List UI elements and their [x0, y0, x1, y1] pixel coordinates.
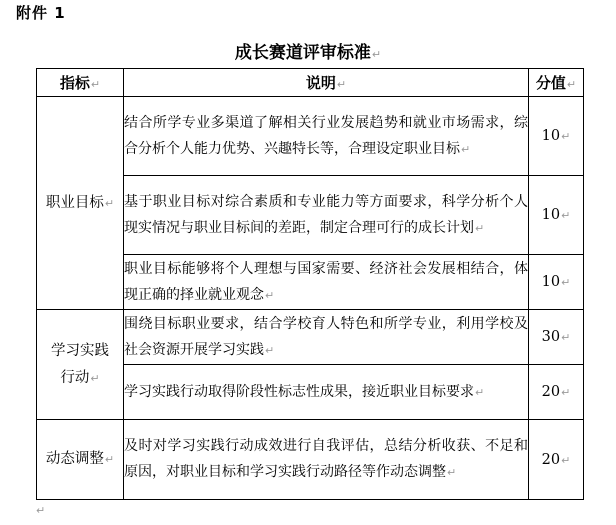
paragraph-mark-icon: ↵	[561, 130, 571, 143]
paragraph-mark-icon: ↵	[447, 466, 457, 479]
score-cell: 10↵	[529, 176, 584, 255]
paragraph-mark-icon: ↵	[90, 78, 101, 91]
paragraph-mark-icon: ↵	[561, 386, 571, 399]
paragraph-mark-icon: ↵	[561, 209, 571, 222]
score-cell: 20↵	[529, 420, 584, 500]
indicator-learning-practice: 学习实践 行动↵	[37, 310, 124, 420]
paragraph-mark-icon: ↵	[561, 276, 571, 289]
score-cell: 30↵	[529, 310, 584, 365]
paragraph-mark-icon: ↵	[265, 343, 275, 357]
paragraph-mark-icon: ↵	[475, 385, 485, 399]
paragraph-mark-icon: ↵	[561, 331, 571, 344]
paragraph-mark-icon: ↵	[566, 78, 577, 91]
criteria-table	[36, 68, 584, 500]
table-row	[37, 310, 584, 365]
score-cell: 10↵	[529, 97, 584, 176]
paragraph-mark-icon: ↵	[336, 78, 347, 91]
indicator-dynamic-adjustment: 动态调整↵	[37, 420, 124, 500]
header-description: 说明↵	[124, 69, 529, 97]
header-indicator: 指标↵	[37, 69, 124, 97]
description-cell: 基于职业目标对综合素质和专业能力等方面要求，科学分析个人现实情况与职业目标间的差距，制定合理可行的成长计划↵	[124, 176, 529, 255]
score-cell: 20↵	[529, 365, 584, 420]
description-cell: 结合所学专业多渠道了解相关行业发展趋势和就业市场需求，综合分析个人能力优势、兴趣特长等，合理设定职业目标↵	[124, 97, 529, 176]
document-title	[0, 38, 616, 63]
header-row	[37, 69, 584, 97]
description-cell: 及时对学习实践行动成效进行自我评估，总结分析收获、不足和原因，对职业目标和学习实践行动路径等作动态调整↵	[124, 420, 529, 500]
indicator-career-goal: 职业目标↵	[37, 97, 124, 310]
description-cell: 学习实践行动取得阶段性标志性成果，接近职业目标要求↵	[124, 365, 529, 420]
header-score: 分值↵	[529, 69, 584, 97]
table-row	[37, 420, 584, 500]
paragraph-mark-icon: ↵	[265, 288, 275, 302]
attachment-label: 附件 1	[16, 4, 66, 22]
paragraph-mark-icon: ↵	[371, 48, 382, 61]
table-row	[37, 97, 584, 176]
description-cell: 职业目标能够将个人理想与国家需要、经济社会发展相结合，体现正确的择业就业观念↵	[124, 255, 529, 310]
paragraph-mark-icon: ↵	[36, 504, 46, 517]
paragraph-mark-icon: ↵	[90, 371, 100, 385]
paragraph-mark-icon: ↵	[104, 196, 115, 210]
paragraph-mark-icon: ↵	[475, 221, 485, 235]
paragraph-mark-icon: ↵	[461, 142, 471, 156]
paragraph-mark-icon: ↵	[104, 453, 115, 466]
score-cell: 10↵	[529, 255, 584, 310]
description-cell: 围绕目标职业要求，结合学校育人特色和所学专业，利用学校及社会资源开展学习实践↵	[124, 310, 529, 365]
paragraph-mark-icon: ↵	[561, 453, 571, 467]
title-text: 成长赛道评审标准	[234, 43, 371, 63]
